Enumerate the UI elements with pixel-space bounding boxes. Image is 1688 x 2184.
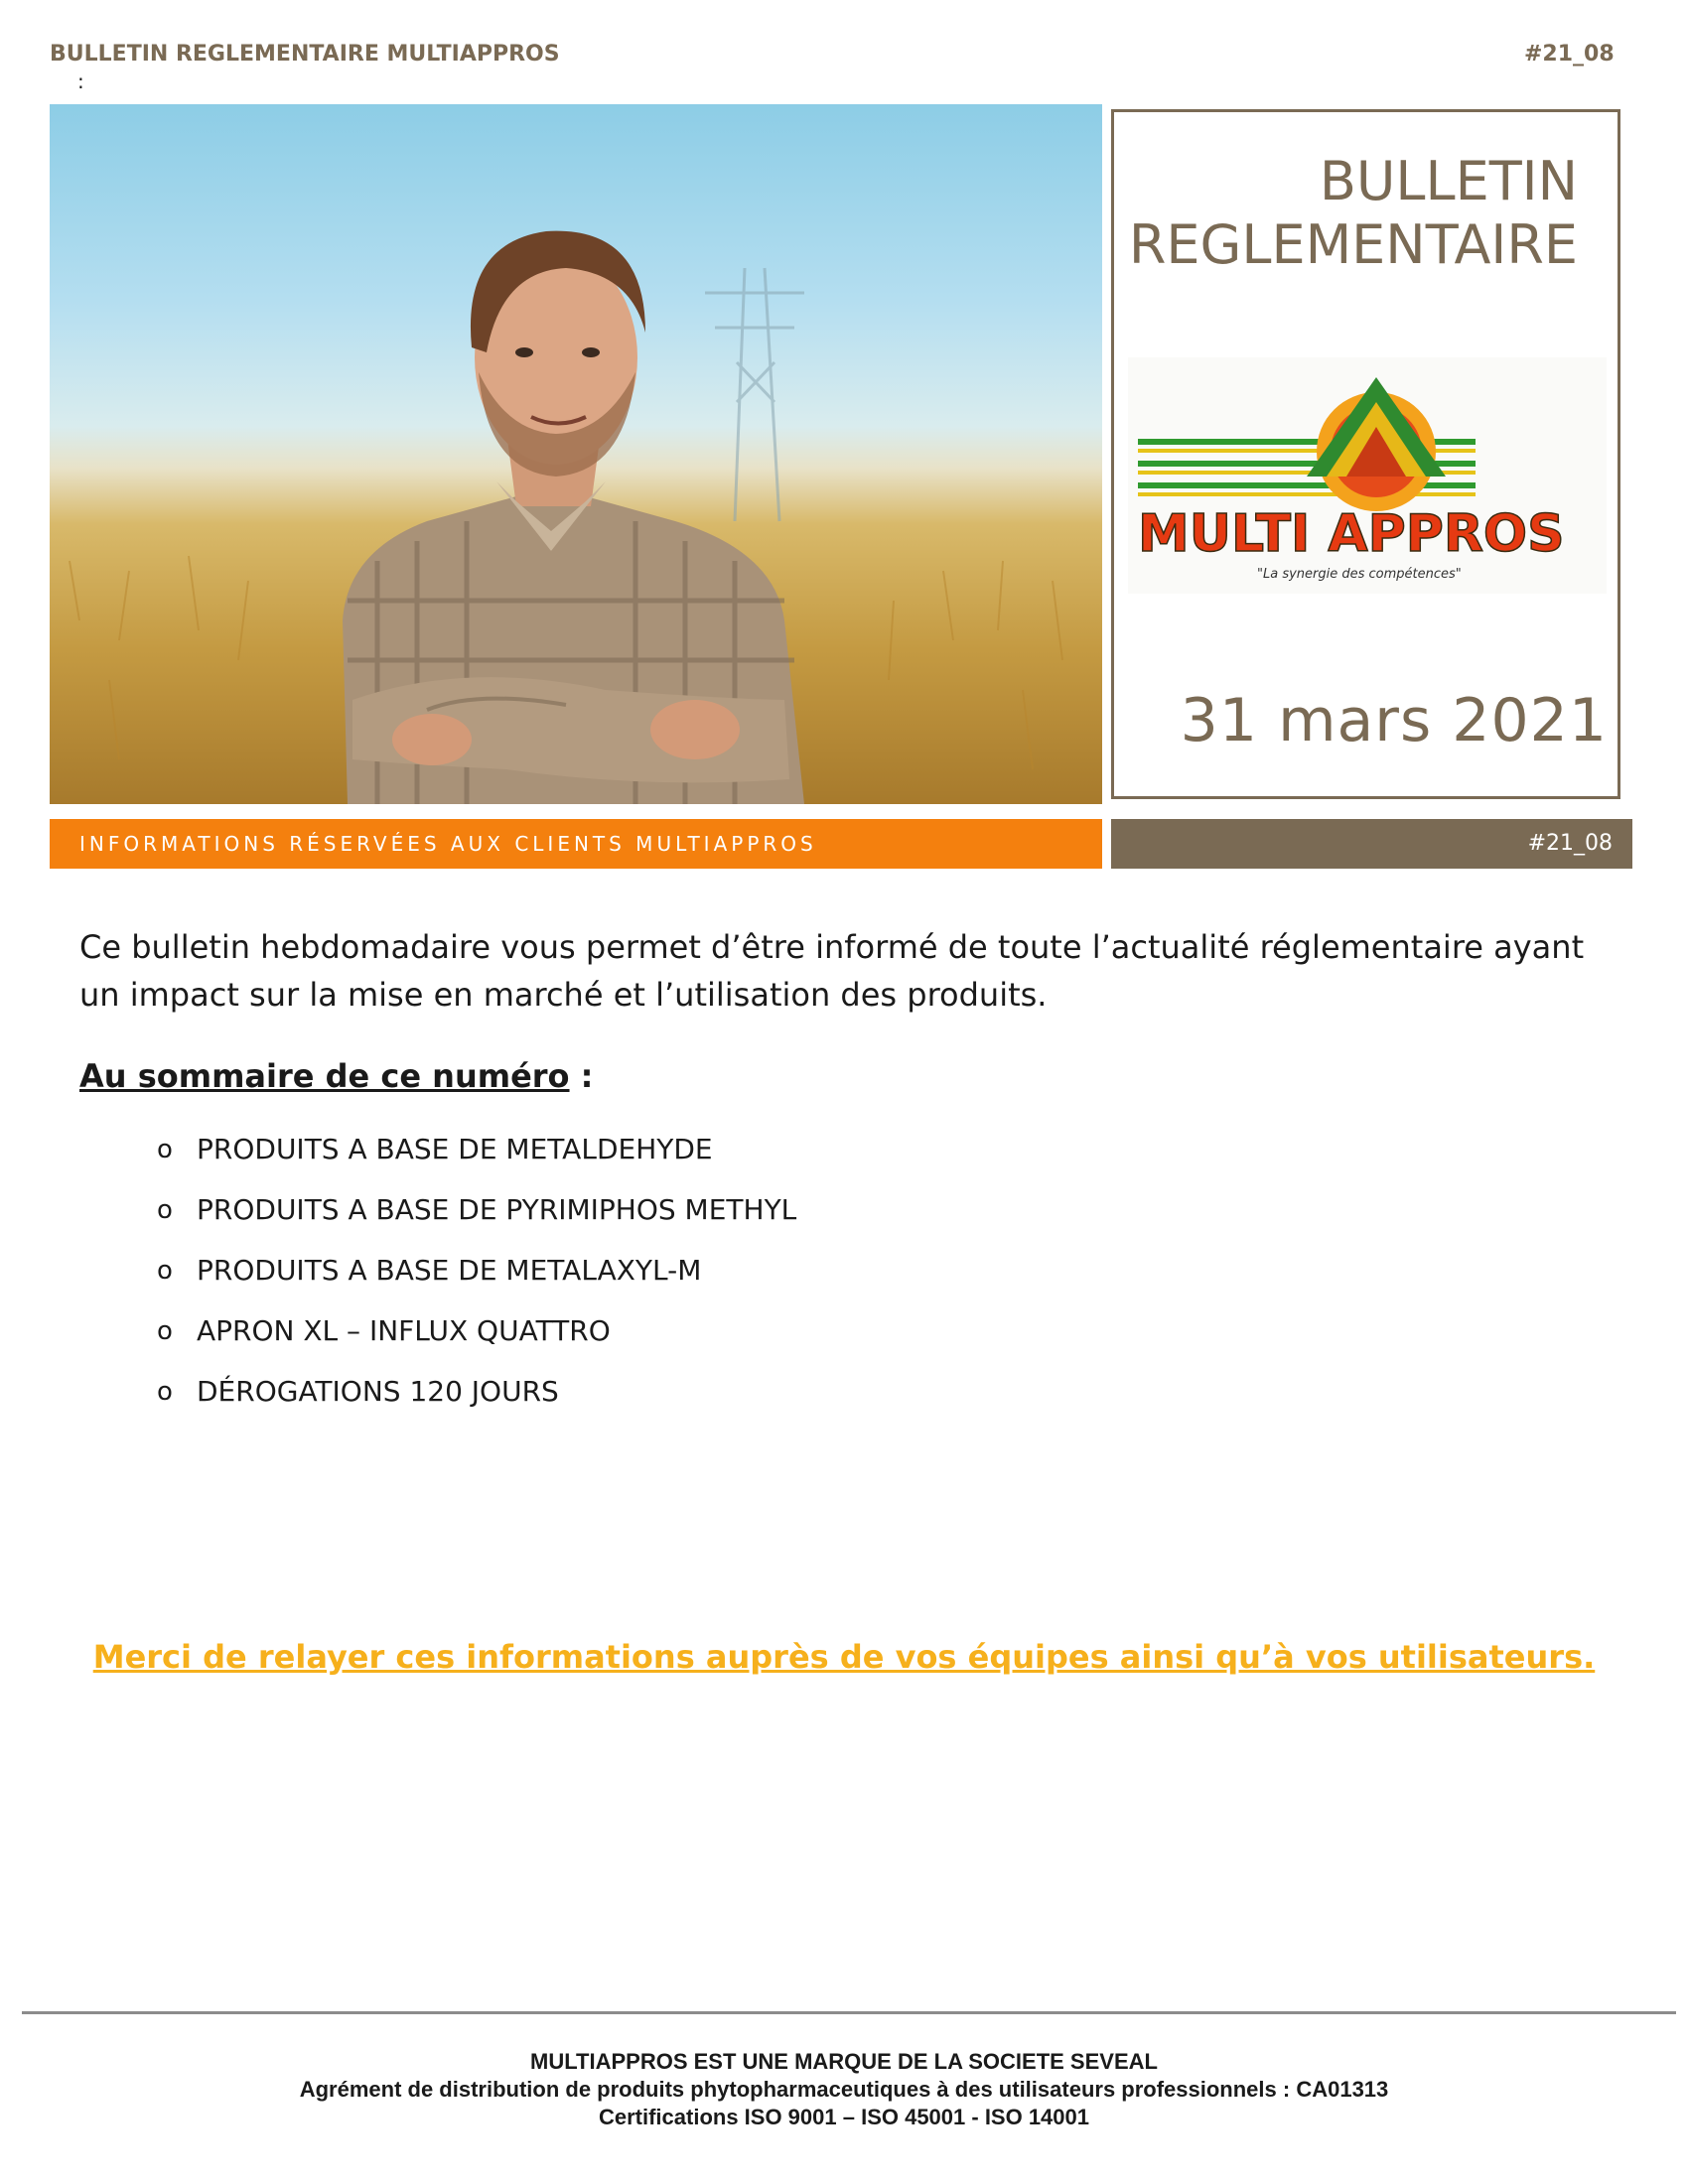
relay-message-link[interactable]: Merci de relayer ces informations auprès de vos équipes ainsi qu’à vos utilisateurs.: [92, 1638, 1596, 1676]
list-item: [157, 1372, 796, 1433]
bullet-icon: o: [157, 1377, 173, 1407]
summary-list: [157, 1130, 796, 1433]
multi-appros-logo: [1128, 357, 1607, 594]
bullet-icon: o: [157, 1135, 173, 1164]
list-item-text: PRODUITS A BASE DE METALDEHYDE: [197, 1133, 713, 1165]
list-item-text: APRON XL – INFLUX QUATTRO: [197, 1314, 611, 1347]
issue-date: 31 mars 2021: [1180, 686, 1608, 755]
list-item: [157, 1130, 796, 1190]
cover-title-box: [1111, 109, 1620, 799]
summary-heading-colon: :: [569, 1057, 594, 1095]
logo-tagline: "La synergie des compétences": [1257, 567, 1462, 582]
farmer-photo: [50, 104, 1102, 804]
list-item-text: DÉROGATIONS 120 JOURS: [197, 1375, 559, 1408]
list-item-text: PRODUITS A BASE DE METALAXYL-M: [197, 1254, 702, 1287]
footer: [0, 2048, 1688, 2131]
summary-heading-text: Au sommaire de ce numéro: [79, 1057, 570, 1095]
header-colon: :: [77, 69, 84, 93]
bullet-icon: o: [157, 1256, 173, 1286]
list-item: [157, 1251, 796, 1311]
footer-line-3: Certifications ISO 9001 – ISO 45001 - ISO 14001: [598, 2105, 1090, 2129]
bullet-icon: o: [157, 1195, 173, 1225]
list-item: [157, 1190, 796, 1251]
title-line-2: REGLEMENTAIRE: [1128, 213, 1578, 276]
footer-line-2: Agrément de distribution de produits phytopharmaceutiques à des utilisateurs professionnels : CA01313: [299, 2077, 1389, 2102]
title-line-1: BULLETIN: [1319, 150, 1578, 212]
logo-wordmark: MULTI APPROS: [1138, 504, 1565, 564]
footer-line-1: MULTIAPPROS EST UNE MARQUE DE LA SOCIETE SEVEAL: [530, 2049, 1158, 2074]
header-title: BULLETIN REGLEMENTAIRE MULTIAPPROS: [50, 42, 560, 67]
intro-paragraph: Ce bulletin hebdomadaire vous permet d’être informé de toute l’actualité réglementaire ayant un impact sur la mise en marché et l’utilisation des produits.: [79, 928, 1585, 1014]
clients-only-banner: INFORMATIONS RÉSERVÉES AUX CLIENTS MULTIAPPROS: [50, 819, 1102, 869]
list-item-text: PRODUITS A BASE DE PYRIMIPHOS METHYL: [197, 1193, 797, 1226]
issue-number: #21_08: [1524, 42, 1615, 67]
list-item: [157, 1311, 796, 1372]
bulletin-title: [1129, 150, 1578, 277]
summary-heading: [79, 1057, 593, 1095]
footer-divider: [22, 2011, 1676, 2014]
bullet-icon: o: [157, 1316, 173, 1346]
issue-number-banner: #21_08: [1111, 819, 1632, 869]
